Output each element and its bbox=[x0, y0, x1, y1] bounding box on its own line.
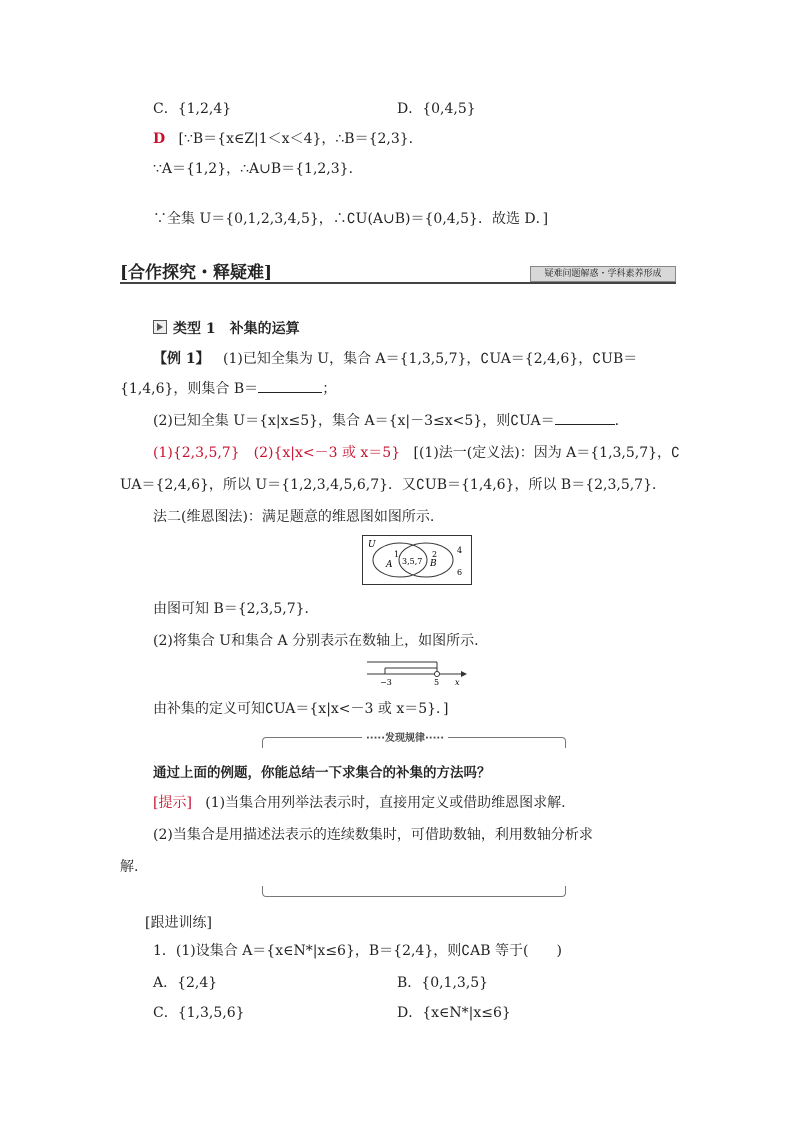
section-title: [合作探究・释疑难] bbox=[120, 263, 273, 283]
practice-option-a: A．{2,4} bbox=[153, 975, 218, 991]
axis-label-x: x bbox=[455, 678, 460, 686]
bracket-bottom bbox=[262, 886, 566, 897]
venn-diagram bbox=[362, 535, 472, 585]
discover-question: 通过上面的例题，你能总结一下求集合的补集的方法吗？ bbox=[153, 765, 491, 781]
answer-blank-1 bbox=[258, 380, 322, 393]
example-q1-text-a: (1)已知全集为 U，集合 A＝{1,3,5,7}，∁UA＝{2,4,6}，∁UB＝ bbox=[222, 351, 638, 367]
play-triangle-icon bbox=[153, 320, 167, 334]
axis-arrow bbox=[461, 671, 467, 677]
tick-label-5: 5 bbox=[434, 678, 440, 686]
answer-letter: D bbox=[153, 131, 166, 147]
option-c: C．{1,2,4} bbox=[153, 101, 232, 117]
practice-option-d: D．{x∈N*|x≤6} bbox=[397, 1005, 511, 1021]
section-header bbox=[120, 258, 676, 284]
q2-solution: (2)将集合 U和集合 A 分别表示在数轴上，如图所示. bbox=[153, 633, 479, 649]
example-q2-text: (2)已知全集 U＝{x|x≤5}，集合 A＝{x|－3≤x<5}，则∁UA＝ bbox=[153, 413, 555, 429]
example-tag: 【例 1】 bbox=[153, 351, 210, 367]
solution-line-1 bbox=[153, 442, 680, 462]
tick-label-minus3: −3 bbox=[380, 678, 392, 686]
hint-text-1: (1)当集合用列举法表示时，直接用定义或借助维恩图求解. bbox=[205, 795, 566, 811]
venn-label-b: B bbox=[430, 559, 437, 569]
answer-line-1 bbox=[153, 128, 423, 148]
answer-line-2: ∵A＝{1,2}，∴A∪B＝{1,2,3}． bbox=[153, 161, 363, 177]
discover-label: ·····发现规律····· bbox=[362, 729, 448, 744]
example-q1-text-b: {1,4,6}，则集合 B＝ bbox=[120, 381, 259, 397]
axis-point-5 bbox=[435, 672, 440, 677]
solution-line-2: UA＝{2,4,6}，所以 U＝{1,2,3,4,5,6,7}．又∁UB＝{1,4,6}，所以 B＝{2,3,5,7}． bbox=[120, 477, 666, 493]
hint-line-1 bbox=[153, 792, 566, 812]
venn-label-a: A bbox=[386, 560, 393, 570]
practice-option-b: B．{0,1,3,5} bbox=[397, 975, 489, 991]
venn-num-1: 1 bbox=[394, 550, 400, 559]
practice-title: [跟进训练] bbox=[145, 915, 212, 931]
example-q1-end: ； bbox=[322, 381, 337, 397]
solution-text-a: [(1)法一(定义法)：因为 A＝{1,3,5,7}，∁ bbox=[413, 445, 680, 461]
practice-option-c: C．{1,3,5,6} bbox=[153, 1005, 245, 1021]
answer-line-3: ∵全集 U＝{0,1,2,3,4,5}，∴∁U(A∪B)＝{0,4,5}．故选 D．] bbox=[153, 211, 549, 227]
from-figure: 由图可知 B＝{2,3,5,7}． bbox=[153, 601, 319, 617]
practice-question: 1．(1)设集合 A＝{x∈N*|x≤6}，B＝{2,4}，则∁AB 等于( ) bbox=[153, 943, 562, 959]
answer-blank-2 bbox=[555, 412, 615, 425]
example-q2 bbox=[153, 410, 619, 430]
hint-line-3: 解. bbox=[120, 859, 139, 875]
option-d: D．{0,4,5} bbox=[397, 101, 476, 117]
type-label: 类型 1 补集的运算 bbox=[173, 321, 300, 337]
example-q2-end: . bbox=[614, 413, 620, 429]
discover-label-text: 发现规律 bbox=[385, 733, 425, 744]
venn-num-2: 2 bbox=[432, 550, 438, 559]
hint-tag: [提示] bbox=[153, 795, 192, 811]
example-q1-line1 bbox=[153, 348, 637, 368]
venn-label-u: U bbox=[368, 540, 376, 550]
venn-num-357: 3,5,7 bbox=[402, 557, 423, 566]
hint-line-2: (2)当集合是用描述法表示的连续数集时，可借助数轴，利用数轴分析求 bbox=[153, 827, 593, 843]
answer-explain-1: [∵B＝{x∈Z|1＜x＜4}，∴B＝{2,3}． bbox=[178, 131, 423, 147]
example-q1-line2 bbox=[120, 378, 336, 398]
number-line bbox=[365, 656, 475, 686]
type-heading bbox=[153, 318, 300, 338]
section-subtitle: 疑难问题解惑・学科素养形成 bbox=[530, 266, 676, 282]
q2-conclusion: 由补集的定义可知∁UA＝{x|x<－3 或 x＝5}．] bbox=[153, 701, 449, 717]
venn-num-6: 6 bbox=[457, 568, 463, 577]
method-two: 法二(维恩图法)：满足题意的维恩图如图所示. bbox=[153, 509, 435, 525]
example-answers: (1){2,3,5,7} (2){x|x<－3 或 x＝5} bbox=[153, 445, 401, 461]
venn-num-4: 4 bbox=[457, 546, 463, 555]
